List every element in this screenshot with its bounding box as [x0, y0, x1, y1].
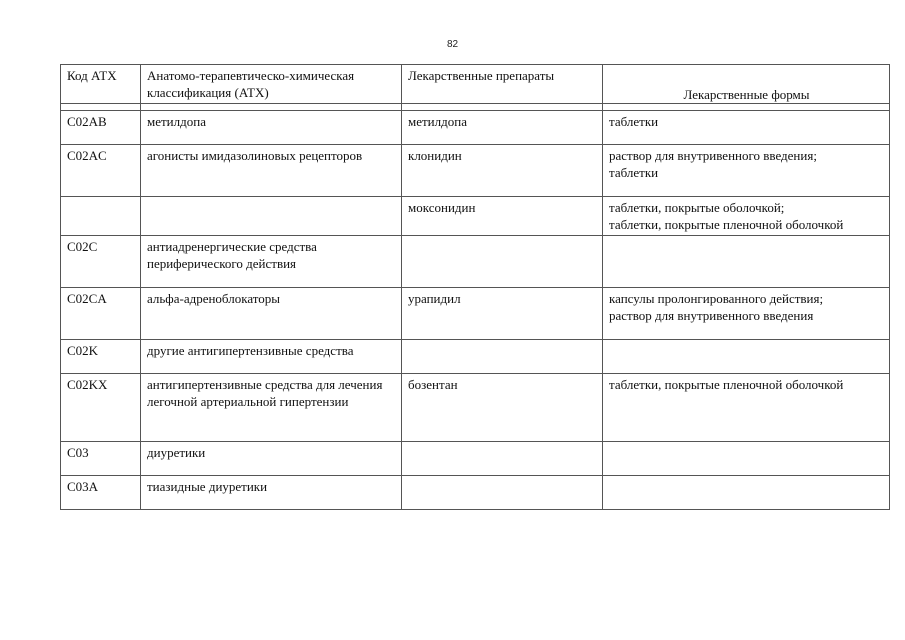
cell-drug: клонидин — [402, 145, 603, 197]
table-row — [61, 442, 890, 476]
form-line: таблетки, покрытые пленочной оболочкой — [609, 217, 844, 232]
cell-forms — [603, 374, 890, 442]
cell-classification: антигипертензивные средства для лечения легочной артериальной гипертензии — [141, 374, 402, 442]
cell-classification: метилдопа — [141, 111, 402, 145]
cell-classification: другие антигипертензивные средства — [141, 340, 402, 374]
cell-forms — [603, 145, 890, 197]
table-row — [61, 145, 890, 197]
cell-forms — [603, 197, 890, 236]
cell-drug: моксонидин — [402, 197, 603, 236]
cell-classification: тиазидные диуретики — [141, 476, 402, 510]
cell-forms — [603, 288, 890, 340]
form-line: раствор для внутривенного введения — [609, 308, 814, 323]
header-spacer-row — [61, 104, 890, 111]
page-number: 82 — [446, 39, 459, 50]
cell-classification: агонисты имидазолиновых рецепторов — [141, 145, 402, 197]
table-row — [61, 111, 890, 145]
cell-drug: урапидил — [402, 288, 603, 340]
form-line: таблетки — [609, 165, 659, 180]
table-row — [61, 236, 890, 288]
cell-code: C02C — [61, 236, 141, 288]
cell-classification: альфа-адреноблокаторы — [141, 288, 402, 340]
cell-drug — [402, 340, 603, 374]
cell-drug — [402, 476, 603, 510]
cell-code: C03A — [61, 476, 141, 510]
cell-forms — [603, 236, 890, 288]
cell-code: C02K — [61, 340, 141, 374]
cell-code — [61, 197, 141, 236]
table-row — [61, 197, 890, 236]
cell-code: C02AB — [61, 111, 141, 145]
cell-code: C02AC — [61, 145, 141, 197]
form-line: раствор для внутривенного введения; — [609, 148, 817, 163]
cell-drug: метилдопа — [402, 111, 603, 145]
cell-code: C03 — [61, 442, 141, 476]
form-line: таблетки, покрытые оболочкой; — [609, 200, 785, 215]
cell-drug — [402, 442, 603, 476]
form-line: таблетки, покрытые пленочной оболочкой — [609, 377, 844, 392]
cell-classification: антиадренергические средства периферического действия — [141, 236, 402, 288]
cell-drug — [402, 236, 603, 288]
cell-drug: бозентан — [402, 374, 603, 442]
cell-forms — [603, 442, 890, 476]
table-row — [61, 340, 890, 374]
cell-forms — [603, 340, 890, 374]
cell-forms — [603, 476, 890, 510]
cell-code: C02CA — [61, 288, 141, 340]
table-row — [61, 476, 890, 510]
header-row — [61, 65, 890, 104]
table-row — [61, 374, 890, 442]
form-line: таблетки — [609, 114, 659, 129]
table-row — [61, 288, 890, 340]
header-code: Код АТХ — [61, 65, 141, 104]
atx-table — [60, 64, 890, 510]
cell-classification: диуретики — [141, 442, 402, 476]
cell-forms — [603, 111, 890, 145]
header-classification: Анатомо-терапевтическо-химическая классификация (АТХ) — [141, 65, 402, 104]
form-line: капсулы пролонгированного действия; — [609, 291, 824, 306]
header-forms: Лекарственные формы — [603, 65, 890, 104]
cell-classification — [141, 197, 402, 236]
cell-code: C02KX — [61, 374, 141, 442]
header-drugs: Лекарственные препараты — [402, 65, 603, 104]
